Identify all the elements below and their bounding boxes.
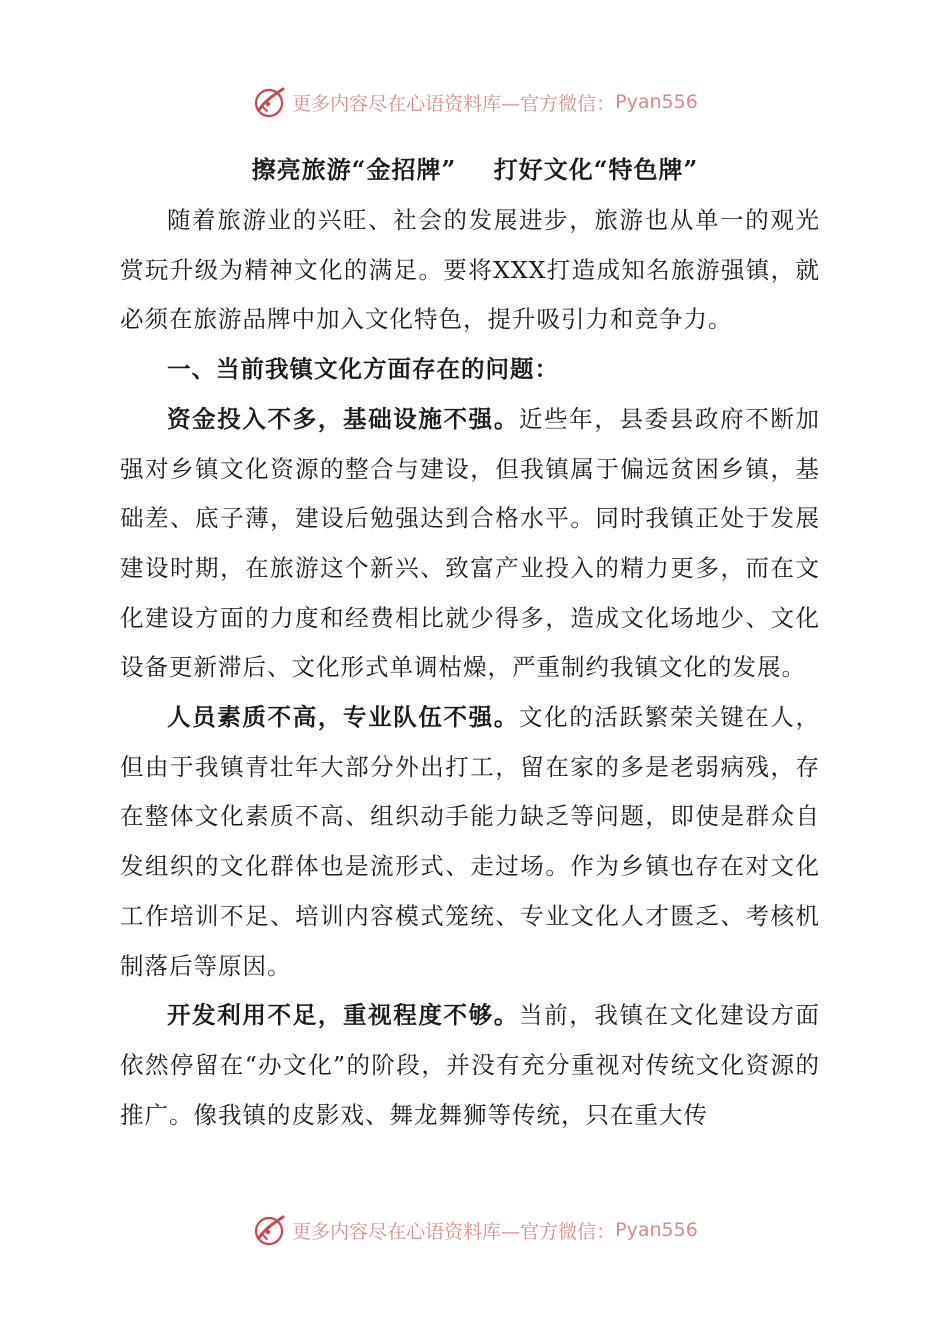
watermark-text: 更多内容尽在心语资料库—官方微信：	[292, 92, 616, 115]
wechat-id: Pyan556	[615, 91, 698, 113]
paragraph-funding: 资金投入不多，基础设施不强。近些年，县委县政府不断加强对乡镇文化资源的整合与建设，但我镇属于偏远贫困乡镇，基础差、底子薄，建设后勉强达到合格水平。同时我镇正处于发展建设时期，在旅游这个新兴、致富产业投入的精力更多，而在文化建设方面的力度和经费相比就少得多，造成文化场地少、文化设备更新滞后、文化形式单调枯燥，严重制约我镇文化的发展。	[120, 404, 821, 682]
paragraph-intro: 随着旅游业的兴旺、社会的发展进步，旅游也从单一的观光赏玩升级为精神文化的满足。要将XXX打造成知名旅游强镇，就必须在旅游品牌中加入文化特色，提升吸引力和竞争力。	[120, 206, 820, 334]
header-watermark	[0, 82, 950, 122]
pen-logo-icon	[252, 1212, 288, 1248]
wechat-id: Pyan556	[615, 1219, 698, 1241]
document-body	[120, 196, 820, 1140]
section-heading: 一、当前我镇文化方面存在的问题：	[167, 355, 559, 384]
title-part-1: 擦亮旅游“金招牌”	[251, 155, 457, 184]
title-part-2: 打好文化“特色牌”	[493, 155, 699, 184]
footer-watermark	[0, 1210, 950, 1250]
paragraph-personnel: 人员素质不高，专业队伍不强。文化的活跃繁荣关键在人，但由于我镇青壮年大部分外出打工，留在家的多是老弱病残，存在整体文化素质不高、组织动手能力缺乏等问题，即使是群众自发组织的文化群体也是流形式、走过场。作为乡镇也存在对文化工作培训不足、培训内容模式笼统、专业文化人才匮乏、考核机制落后等原因。	[120, 703, 821, 980]
pen-logo-icon	[252, 84, 288, 120]
document-title	[0, 150, 950, 185]
watermark-text: 更多内容尽在心语资料库—官方微信：	[292, 1220, 616, 1243]
paragraph-development: 开发利用不足，重视程度不够。当前，我镇在文化建设方面依然停留在“办文化”的阶段，并没有充分重视对传统文化资源的推广。像我镇的皮影戏、舞龙舞狮等传统，只在重大传	[120, 1001, 821, 1129]
